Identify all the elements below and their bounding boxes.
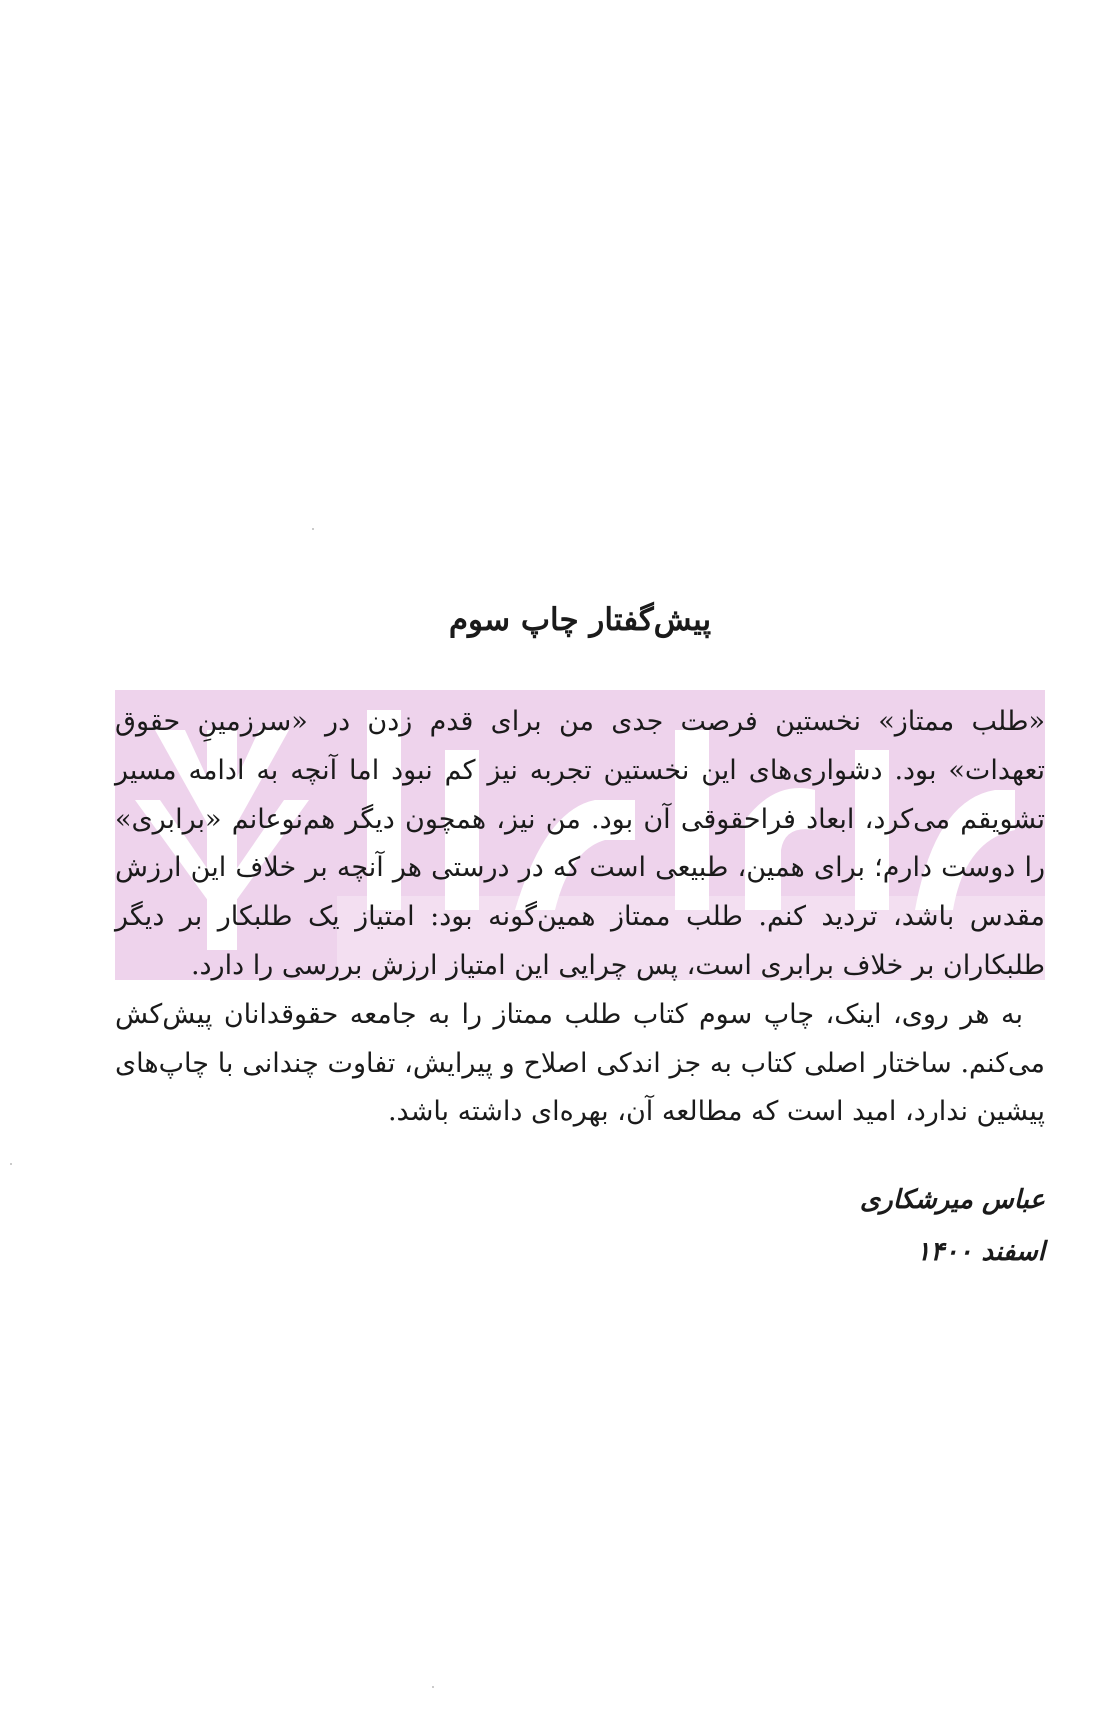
signature-date: اسفند ۱۴۰۰ xyxy=(916,1237,1045,1267)
preface-body xyxy=(115,698,1045,1137)
author-name: عباس میرشکاری xyxy=(859,1185,1045,1215)
scan-speck xyxy=(432,1686,434,1688)
preface-paragraph-1: «طلب ممتاز» نخستین فرصت جدی من برای قدم زدن در «سرزمینِ حقوق تعهدات» بود. دشواری‌های این نخستین تجربه نیز کم نبود اما آنچه به ادامه مسیر تشویقم می‌کرد، ابعاد فراحقوقی آن بود. من نیز، همچون دیگر هم‌نوعانم «برابری» را دوست دارم؛ برای همین، طبیعی است که در درستی هر آنچه بر خلاف این ارزش مقدس باشد، تردید کنم. طلب ممتاز همین‌گونه بود: امتیاز یک طلبکار بر دیگر طلبکاران بر خلاف برابری است، پس چرایی این امتیاز ارزش بررسی را دارد. xyxy=(115,706,1045,981)
signature-block xyxy=(860,1174,1045,1278)
scan-speck xyxy=(10,1163,12,1165)
scan-speck xyxy=(312,528,314,530)
page-title: پیش‌گفتار چاپ سوم xyxy=(448,602,712,638)
preface-paragraph-2: به هر روی، اینک، چاپ سوم کتاب طلب ممتاز را به جامعه حقوقدانان پیش‌کش می‌کنم. ساختار اصلی کتاب به جز اندکی اصلاح و پیرایش، تفاوت چندانی با چاپ‌های پیشین ندارد، امید است که مطالعه آن، بهره‌ای داشته باشد. xyxy=(115,998,1045,1128)
